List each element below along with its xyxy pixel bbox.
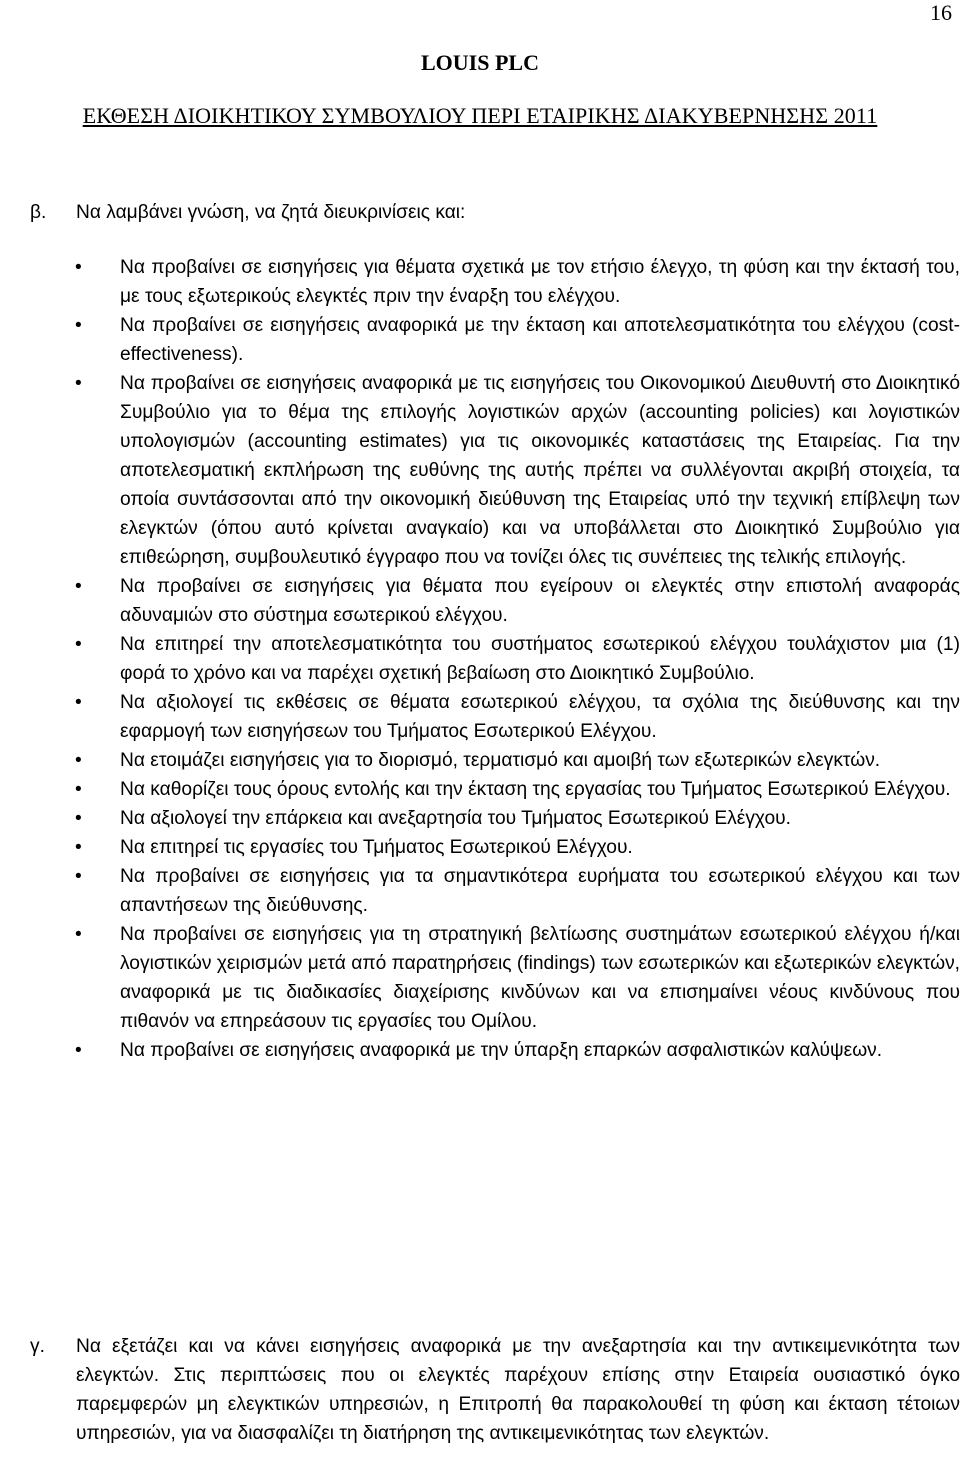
bullet-icon: • (75, 257, 82, 278)
list-item (70, 253, 960, 311)
bullet-icon: • (75, 576, 82, 597)
bullet-icon: • (75, 866, 82, 887)
list-item (70, 572, 960, 630)
section-c-text: Να εξετάζει και να κάνει εισηγήσεις αναφορικά με την ανεξαρτησία και την αντικειμενικότητα των ελεγκτών. Στις περιπτώσεις που οι ελεγκτές παρέχουν επίσης στην Εταιρεία ουσιαστικό όγκο παρεμφερών μη ελεγκτικών υπηρεσιών, η Επιτροπή θα παρακολουθεί τη φύση και έκταση τέτοιων υπηρεσιών, για να διασφαλίζει τη διατήρηση της αντικειμενικότητας των ελεγκτών. (76, 1336, 960, 1444)
company-name: LOUIS PLC (421, 50, 539, 75)
section-b-intro-text: Να λαμβάνει γνώση, να ζητά διευκρινίσεις και: (76, 202, 466, 223)
list-item-text: Να καθορίζει τους όρους εντολής και την έκταση της εργασίας του Τμήματος Εσωτερικού Ελέγχου. (120, 779, 951, 800)
page-number: 16 (930, 0, 952, 25)
list-item-text: Να ετοιμάζει εισηγήσεις για το διορισμό, τερματισμό και αμοιβή των εξωτερικών ελεγκτών. (120, 750, 881, 771)
list-item (70, 746, 960, 775)
report-title: ΕΚΘΕΣΗ ΔΙΟΙΚΗΤΙΚΟΥ ΣΥΜΒΟΥΛΙΟΥ ΠΕΡΙ ΕΤΑΙΡΙΚΗΣ ΔΙΑΚΥΒΕΡΝΗΣΗΣ 2011 (82, 103, 878, 128)
list-item (70, 688, 960, 746)
list-item (70, 630, 960, 688)
section-b-intro (30, 198, 950, 227)
list-item-text: Να προβαίνει σε εισηγήσεις αναφορικά με την ύπαρξη επαρκών ασφαλιστικών καλύψεων. (120, 1040, 883, 1061)
list-item-text: Να αξιολογεί την επάρκεια και ανεξαρτησία του Τμήματος Εσωτερικού Ελέγχου. (120, 808, 791, 829)
list-item-text: Να προβαίνει σε εισηγήσεις για θέματα που εγείρουν οι ελεγκτές στην επιστολή αναφοράς αδυναμιών στο σύστημα εσωτερικού ελέγχου. (120, 576, 960, 626)
list-item-text: Να προβαίνει σε εισηγήσεις αναφορικά με την έκταση και αποτελεσματικότητα του ελέγχου (cost-effectiveness). (120, 315, 960, 365)
bullet-icon: • (75, 692, 82, 713)
list-item (70, 369, 960, 572)
list-item (70, 920, 960, 1036)
bullet-icon: • (75, 373, 82, 394)
list-item-text: Να προβαίνει σε εισηγήσεις για θέματα σχετικά με τον ετήσιο έλεγχο, τη φύση και την έκτασή του, με τους εξωτερικούς ελεγκτές πριν την έναρξη του ελέγχου. (120, 257, 960, 307)
section-b-list (70, 253, 960, 1065)
list-item (70, 862, 960, 920)
list-item (70, 833, 960, 862)
bullet-icon: • (75, 1040, 82, 1061)
bullet-icon: • (75, 808, 82, 829)
list-item-text: Να επιτηρεί τις εργασίες του Τμήματος Εσωτερικού Ελέγχου. (120, 837, 633, 858)
section-c (30, 1332, 960, 1448)
list-item (70, 311, 960, 369)
list-item-text: Να προβαίνει σε εισηγήσεις αναφορικά με τις εισηγήσεις του Οικονομικού Διευθυντή στο Διοικητικό Συμβούλιο για το θέμα της επιλογής λογιστικών αρχών (accounting policies) και λογιστικών υπολογισμών (accounting estimates) για τις οικονομικές καταστάσεις της Εταιρείας. Για την αποτελεσματική εκπλήρωση της ευθύνης της αυτής πρέπει να συλλέγονται ακριβή στοιχεία, τα οποία συντάσσονται από την οικονομική διεύθυνση της Εταιρείας υπό την τεχνική επίβλεψη των ελεγκτών (όπου αυτό κρίνεται αναγκαίο) και να υποβάλλεται στο Διοικητικό Συμβούλιο για επιθεώρηση, συμβουλευτικό έγγραφο που να τονίζει όλες τις συνέπειες της τελικής επιλογής. (120, 373, 960, 568)
bullet-icon: • (75, 924, 82, 945)
bullet-icon: • (75, 634, 82, 655)
list-item (70, 1036, 960, 1065)
list-item (70, 804, 960, 833)
section-c-marker: γ. (30, 1336, 45, 1357)
list-item-text: Να αξιολογεί τις εκθέσεις σε θέματα εσωτερικού ελέγχου, τα σχόλια της διεύθυνσης και την εφαρμογή των εισηγήσεων του Τμήματος Εσωτερικού Ελέγχου. (120, 692, 960, 742)
list-item-text: Να επιτηρεί την αποτελεσματικότητα του συστήματος εσωτερικού ελέγχου τουλάχιστον μια (1) φορά το χρόνο και να παρέχει σχετική βεβαίωση στο Διοικητικό Συμβούλιο. (120, 634, 960, 684)
bullet-icon: • (75, 750, 82, 771)
bullet-icon: • (75, 837, 82, 858)
list-item-text: Να προβαίνει σε εισηγήσεις για τα σημαντικότερα ευρήματα του εσωτερικού ελέγχου και των απαντήσεων της διεύθυνσης. (120, 866, 960, 916)
section-b-marker: β. (30, 202, 47, 223)
list-item-text: Να προβαίνει σε εισηγήσεις για τη στρατηγική βελτίωσης συστημάτων εσωτερικού ελέγχου ή/και λογιστικών χειρισμών μετά από παρατηρήσεις (findings) των εσωτερικών και εξωτερικών ελεγκτών, αναφορικά με τις διαδικασίες διαχείρισης κινδύνων και να επισημαίνει νέους κινδύνους που πιθανόν να επηρεάσουν τις εργασίες του Ομίλου. (120, 924, 960, 1032)
bullet-icon: • (75, 315, 82, 336)
list-item (70, 775, 960, 804)
bullet-icon: • (75, 779, 82, 800)
